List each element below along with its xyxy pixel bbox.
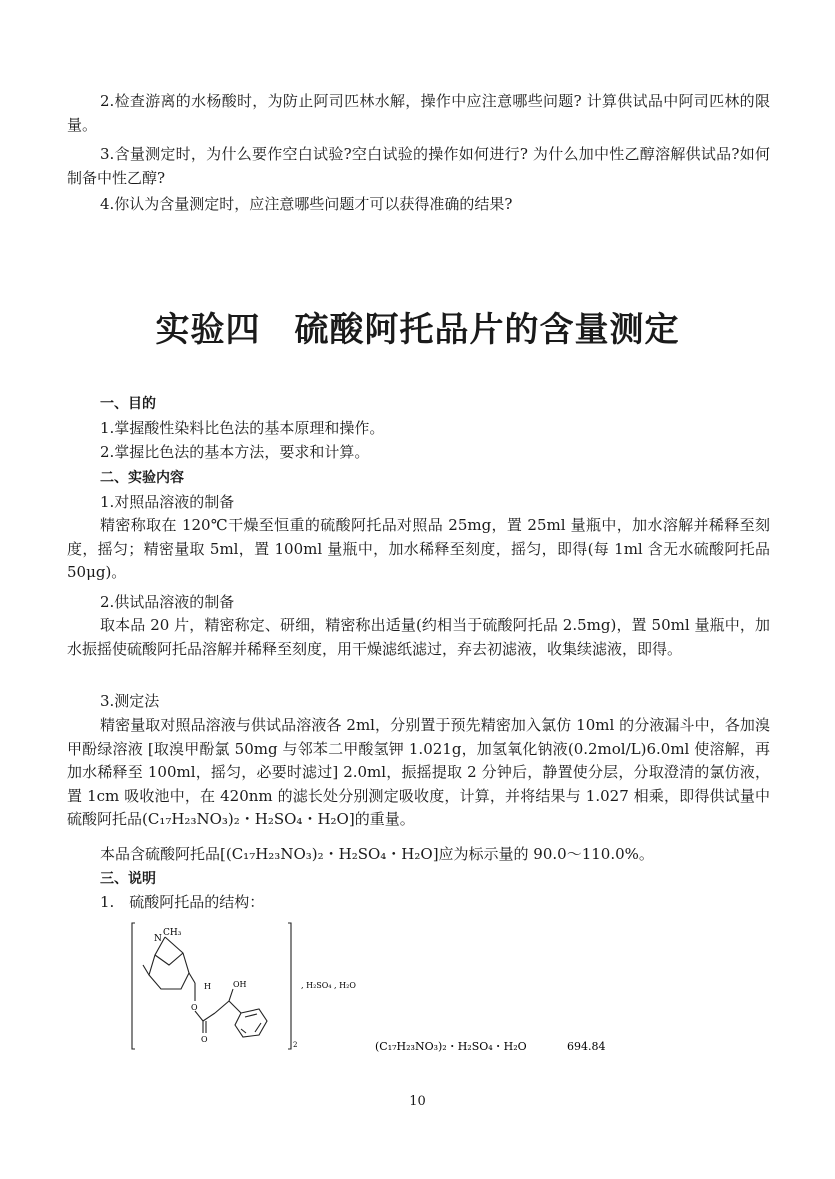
paragraph-reference-solution: 精密称取在 120℃干燥至恒重的硫酸阿托品对照品 25mg，置 25ml 量瓶中，加水溶解并稀释至刻度，摇匀；精密量取 5ml，置 100ml 量瓶中，加水稀释至刻度，摇匀，即得(每 1ml 含无水硫酸阿托品 50μg)。 bbox=[67, 516, 770, 581]
section-heading-content: 二、实验内容 bbox=[100, 470, 184, 486]
page-number: 10 bbox=[409, 1094, 426, 1109]
subsection-test-solution: 2.供试品溶液的制备 bbox=[100, 593, 235, 611]
molecular-formula: (C₁₇H₂₃NO₃)₂・H₂SO₄・H₂O bbox=[375, 1040, 527, 1053]
subsection-reference-solution: 1.对照品溶液的制备 bbox=[100, 493, 235, 511]
question-2: 2.检查游离的水杨酸时，为防止阿司匹林水解，操作中应注意哪些问题? 计算供试品中阿司匹林的限量。 bbox=[67, 92, 770, 134]
carbonyl-o-label: O bbox=[201, 1035, 208, 1044]
subscript-2-label: 2 bbox=[293, 1041, 298, 1049]
title-experiment-number: 实验四 bbox=[155, 310, 261, 350]
ester-o-label: O bbox=[191, 1003, 198, 1012]
paragraph-test-solution: 取本品 20 片，精密称定、研细，精密称出适量(约相当于硫酸阿托品 2.5mg)，置 50ml 量瓶中，加水振摇使硫酸阿托品溶解并稀释至刻度，用干燥滤纸滤过，弃去初滤液，收集续滤液，即得。 bbox=[67, 616, 770, 658]
notes-item-1: 1. 硫酸阿托品的结构： bbox=[100, 893, 265, 911]
h-label: H bbox=[204, 982, 211, 991]
purpose-item-1: 1.掌握酸性染料比色法的基本原理和操作。 bbox=[100, 419, 385, 437]
title-experiment-name: 硫酸阿托品片的含量测定 bbox=[294, 310, 680, 350]
oh-label: OH bbox=[233, 980, 247, 989]
section-heading-purpose: 一、目的 bbox=[100, 396, 156, 412]
molecular-weight: 694.84 bbox=[567, 1040, 606, 1053]
n-atom-label: N bbox=[154, 934, 162, 944]
n-methyl-label: CH₃ bbox=[163, 928, 182, 938]
purpose-item-2: 2.掌握比色法的基本方法，要求和计算。 bbox=[100, 443, 370, 461]
question-4: 4.你认为含量测定时，应注意哪些问题才可以获得准确的结果? bbox=[100, 195, 513, 213]
salt-label: , H₂SO₄ , H₂O bbox=[301, 981, 356, 990]
subsection-method: 3.测定法 bbox=[100, 692, 160, 710]
page-title bbox=[0, 302, 835, 351]
section-heading-notes: 三、说明 bbox=[100, 871, 156, 887]
paragraph-method: 精密量取对照品溶液与供试品溶液各 2ml，分别置于预先精密加入氯仿 10ml 的分液漏斗中，各加溴甲酚绿溶液 [取溴甲酚氯 50mg 与邻苯二甲酸氢钾 1.021g，加氢氧化钠液(0.2mol/L)6.0ml 使溶解，再加水稀释至 100ml，摇匀，必要时滤过] 2.0ml，振摇提取 2 分钟后，静置使分层，分取澄清的氯仿液，置 1cm 吸收池中，在 420nm 的滤长处分别测定吸收度，计算，并将结果与 1.027 相乘，即得供试量中硫酸阿托品(C₁₇H₂₃NO₃)₂・H₂SO₄・H₂O]的重量。 bbox=[67, 716, 770, 828]
atropine-sulfate-structure bbox=[125, 917, 625, 1062]
question-3: 3.含量测定时，为什么要作空白试验?空白试验的操作如何进行? 为什么加中性乙醇溶解供试品?如何制备中性乙醇? bbox=[67, 145, 770, 187]
paragraph-content-limit: 本品含硫酸阿托品[(C₁₇H₂₃NO₃)₂・H₂SO₄・H₂O]应为标示量的 90.0～110.0%。 bbox=[100, 845, 654, 863]
